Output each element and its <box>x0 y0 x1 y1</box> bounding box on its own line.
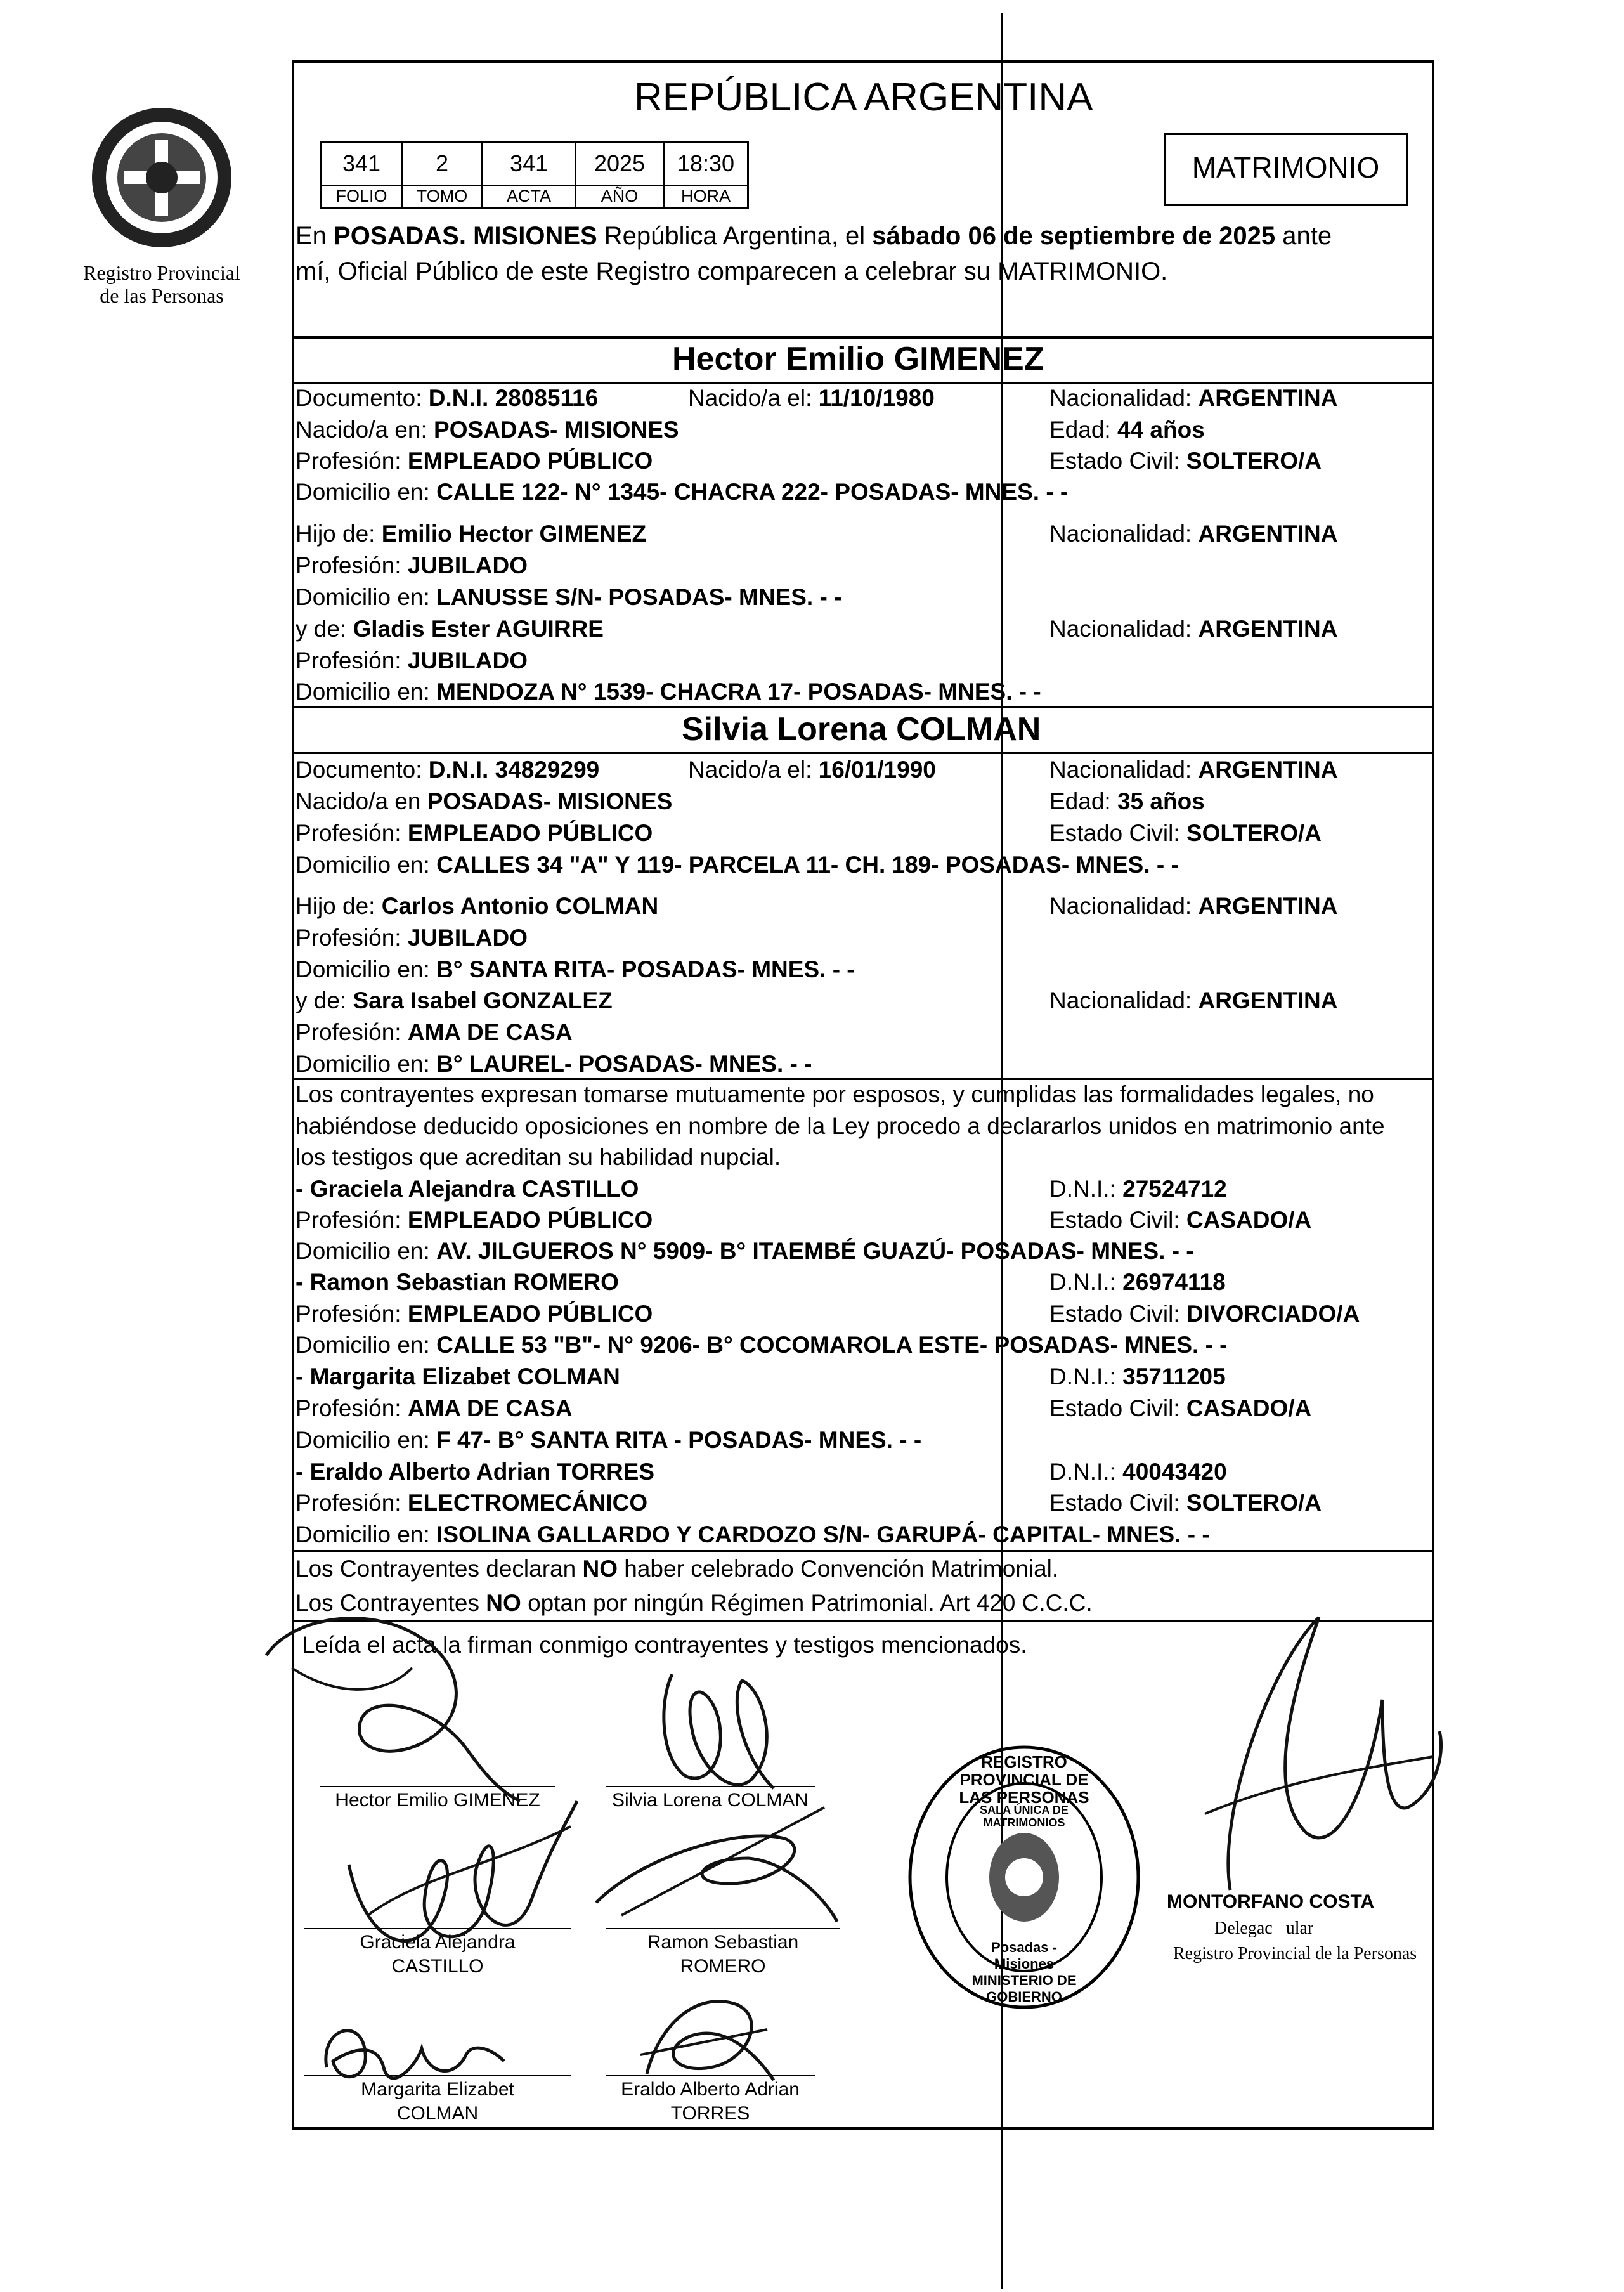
sig-name-spouse1: Hector Emilio GIMENEZ <box>335 1790 540 1811</box>
spouse2-father-profession: Profesión: JUBILADO <box>296 925 528 951</box>
sig-name-witness3-b: COLMAN <box>396 2103 479 2124</box>
spouse1-father-profession: Profesión: JUBILADO <box>296 552 528 578</box>
seal-bottom-text: MINISTERIO DE GOBIERNO <box>971 1972 1077 2005</box>
spouse2-name: Silvia Lorena COLMAN <box>682 711 1041 748</box>
tomo-value: 2 <box>401 141 483 186</box>
spouse1-mother-nationality: Nacionalidad: ARGENTINA <box>1049 616 1338 642</box>
spouse1-mother-profession: Profesión: JUBILADO <box>296 648 528 674</box>
frame-bottom <box>292 2127 1434 2130</box>
sig-name-witness4-b: TORRES <box>670 2103 750 2124</box>
record-grid <box>320 141 749 209</box>
intro-line-1: En POSADAS. MISIONES República Argentina, el sábado 06 de septiembre de 2025 ante <box>296 222 1332 250</box>
officer-title: Delegac ular <box>1214 1918 1314 1938</box>
spouse2-birthdate: Nacido/a el: 16/01/1990 <box>688 757 936 783</box>
sig-name-witness4-a: Eraldo Alberto Adrian <box>621 2079 800 2100</box>
signature-witness1 <box>330 1788 602 1979</box>
witness4-civil-status: Estado Civil: SOLTERO/A <box>1049 1490 1322 1516</box>
witness1-profession: Profesión: EMPLEADO PÚBLICO <box>296 1207 653 1233</box>
sig-name-witness1-b: CASTILLO <box>391 1956 484 1977</box>
signature-officer <box>1192 1605 1452 1896</box>
witness3-civil-status: Estado Civil: CASADO/A <box>1049 1395 1312 1421</box>
spouse2-mother-profession: Profesión: AMA DE CASA <box>296 1019 573 1045</box>
folio-label: FOLIO <box>320 185 403 209</box>
witness3-address: Domicilio en: F 47- B° SANTA RITA - POSADAS- MNES. - - <box>296 1427 922 1453</box>
witness3-dni: D.N.I.: 35711205 <box>1049 1364 1226 1390</box>
witness4-name: - Eraldo Alberto Adrian TORRES <box>296 1459 655 1485</box>
frame-top <box>292 60 1433 63</box>
spouse2-birthplace: Nacido/a en POSADAS- MISIONES <box>296 788 673 814</box>
spouse2-father-address: Domicilio en: B° SANTA RITA- POSADAS- MNES. - - <box>296 956 855 982</box>
country-title: REPÚBLICA ARGENTINA <box>634 75 1093 119</box>
signature-spouse1 <box>254 1598 571 1807</box>
spouse1-document: Documento: D.N.I. 28085116 <box>296 385 599 411</box>
witness2-dni: D.N.I.: 26974118 <box>1049 1269 1226 1295</box>
spouse2-mother: y de: Sara Isabel GONZALEZ <box>296 987 613 1013</box>
declaration-line-1: Los contrayentes expresan tomarse mutuamente por esposos, y cumplidas las formalidades legales, no <box>296 1081 1374 1107</box>
divider-spouse2b <box>292 752 1433 754</box>
spouse2-nationality: Nacionalidad: ARGENTINA <box>1049 757 1338 783</box>
spouse1-father: Hijo de: Emilio Hector GIMENEZ <box>296 521 647 547</box>
signature-witness4 <box>621 1985 786 2093</box>
witness3-name: - Margarita Elizabet COLMAN <box>296 1364 620 1390</box>
divider-convention <box>292 1550 1433 1552</box>
sig-name-spouse2: Silvia Lorena COLMAN <box>611 1790 809 1811</box>
spouse2-document: Documento: D.N.I. 34829299 <box>296 757 600 783</box>
spouse1-nationality: Nacionalidad: ARGENTINA <box>1049 385 1338 411</box>
spouse1-age: Edad: 44 años <box>1049 417 1205 443</box>
signature-witness2 <box>583 1801 850 1941</box>
witness1-address: Domicilio en: AV. JILGUEROS N° 5909- B° ITAEMBÉ GUAZÚ- POSADAS- MNES. - - <box>296 1238 1194 1264</box>
spouse1-mother: y de: Gladis Ester AGUIRRE <box>296 616 604 642</box>
province-emblem-icon <box>79 95 244 260</box>
spouse2-profession: Profesión: EMPLEADO PÚBLICO <box>296 820 653 846</box>
seal-ring-text: REGISTRO PROVINCIAL DE LAS PERSONAS <box>959 1752 1089 1807</box>
sig-name-witness3-a: Margarita Elizabet <box>361 2079 514 2100</box>
witness4-address: Domicilio en: ISOLINA GALLARDO Y CARDOZO S/N- GARUPÁ- CAPITAL- MNES. - - <box>296 1521 1210 1547</box>
witness3-profession: Profesión: AMA DE CASA <box>296 1395 573 1421</box>
regime-statement: Los Contrayentes NO optan por ningún Régimen Patrimonial. Art 420 C.C.C. <box>296 1590 1093 1616</box>
witness2-profession: Profesión: EMPLEADO PÚBLICO <box>296 1301 653 1327</box>
divider-spouse2 <box>292 706 1433 708</box>
witness4-dni: D.N.I.: 40043420 <box>1049 1459 1227 1485</box>
spouse2-address: Domicilio en: CALLES 34 "A" Y 119- PARCELA 11- CH. 189- POSADAS- MNES. - - <box>296 852 1179 878</box>
spouse1-name: Hector Emilio GIMENEZ <box>672 341 1044 377</box>
logo-text-2: de las Personas <box>100 284 224 307</box>
act-type: MATRIMONIO <box>1192 151 1380 184</box>
seal-inner-text: SALA ÚNICA DE MATRIMONIOS <box>980 1804 1069 1829</box>
witness4-profession: Profesión: ELECTROMECÁNICO <box>296 1490 648 1516</box>
officer-office: Registro Provincial de la Personas <box>1173 1944 1417 1963</box>
spouse2-age: Edad: 35 años <box>1049 788 1205 814</box>
witness2-name: - Ramon Sebastian ROMERO <box>296 1269 619 1295</box>
witness2-civil-status: Estado Civil: DIVORCIADO/A <box>1049 1301 1360 1327</box>
spouse1-address: Domicilio en: CALLE 122- N° 1345- CHACRA 222- POSADAS- MNES. - - <box>296 479 1069 505</box>
spouse1-mother-address: Domicilio en: MENDOZA N° 1539- CHACRA 17- POSADAS- MNES. - - <box>296 679 1041 705</box>
spouse1-profession: Profesión: EMPLEADO PÚBLICO <box>296 448 653 474</box>
logo-text-1: Registro Provincial <box>83 261 240 284</box>
hora-value: 18:30 <box>663 141 749 186</box>
spouse2-father-nationality: Nacionalidad: ARGENTINA <box>1049 893 1338 919</box>
witness1-civil-status: Estado Civil: CASADO/A <box>1049 1207 1312 1233</box>
convention-statement: Los Contrayentes declaran NO haber celebrado Convención Matrimonial. <box>296 1556 1059 1582</box>
spouse2-civil-status: Estado Civil: SOLTERO/A <box>1049 820 1322 846</box>
officer-name: MONTORFANO COSTA <box>1167 1891 1375 1912</box>
sig-name-witness2-a: Ramon Sebastian <box>647 1932 799 1953</box>
declaration-line-2: habiéndose deducido oposiciones en nombre de la Ley procedo a declararlos unidos en matrimonio ante <box>296 1113 1385 1139</box>
witness2-address: Domicilio en: CALLE 53 "B"- N° 9206- B° COCOMAROLA ESTE- POSADAS- MNES. - - <box>296 1332 1228 1358</box>
seal-city-text: Posadas - Misiones <box>991 1939 1057 1972</box>
frame-left <box>292 60 294 2130</box>
registry-logo <box>76 95 247 311</box>
spouse1-civil-status: Estado Civil: SOLTERO/A <box>1049 448 1322 474</box>
acta-value: 341 <box>481 141 576 186</box>
acta-label: ACTA <box>481 185 576 209</box>
spouse2-father: Hijo de: Carlos Antonio COLMAN <box>296 893 659 919</box>
spouse1-birthplace: Nacido/a en: POSADAS- MISIONES <box>296 417 679 443</box>
anio-label: AÑO <box>575 185 665 209</box>
folio-value: 341 <box>320 141 403 186</box>
divider-header <box>292 336 1433 339</box>
witness1-dni: D.N.I.: 27524712 <box>1049 1176 1227 1202</box>
signature-spouse2 <box>634 1662 824 1814</box>
sig-name-witness2-b: ROMERO <box>680 1956 766 1977</box>
intro-line-2: mí, Oficial Público de este Registro comparecen a celebrar su MATRIMONIO. <box>296 257 1168 285</box>
tomo-label: TOMO <box>401 185 483 209</box>
sig-name-witness1-a: Graciela Alejandra <box>360 1932 516 1953</box>
spouse1-birthdate: Nacido/a el: 11/10/1980 <box>688 385 935 411</box>
declaration-line-3: los testigos que acreditan su habilidad nupcial. <box>296 1144 781 1170</box>
spouse1-father-address: Domicilio en: LANUSSE S/N- POSADAS- MNES. - - <box>296 584 842 610</box>
spouse2-mother-nationality: Nacionalidad: ARGENTINA <box>1049 987 1338 1013</box>
hora-label: HORA <box>663 185 749 209</box>
closing-statement: Leída el acta la firman conmigo contrayentes y testigos mencionados. <box>302 1632 1027 1658</box>
witness1-name: - Graciela Alejandra CASTILLO <box>296 1176 639 1202</box>
spouse1-father-nationality: Nacionalidad: ARGENTINA <box>1049 521 1338 547</box>
spouse2-mother-address: Domicilio en: B° LAUREL- POSADAS- MNES. - - <box>296 1051 812 1077</box>
anio-value: 2025 <box>575 141 665 186</box>
registry-seal <box>900 1738 1148 2017</box>
signature-witness3 <box>314 2010 523 2099</box>
